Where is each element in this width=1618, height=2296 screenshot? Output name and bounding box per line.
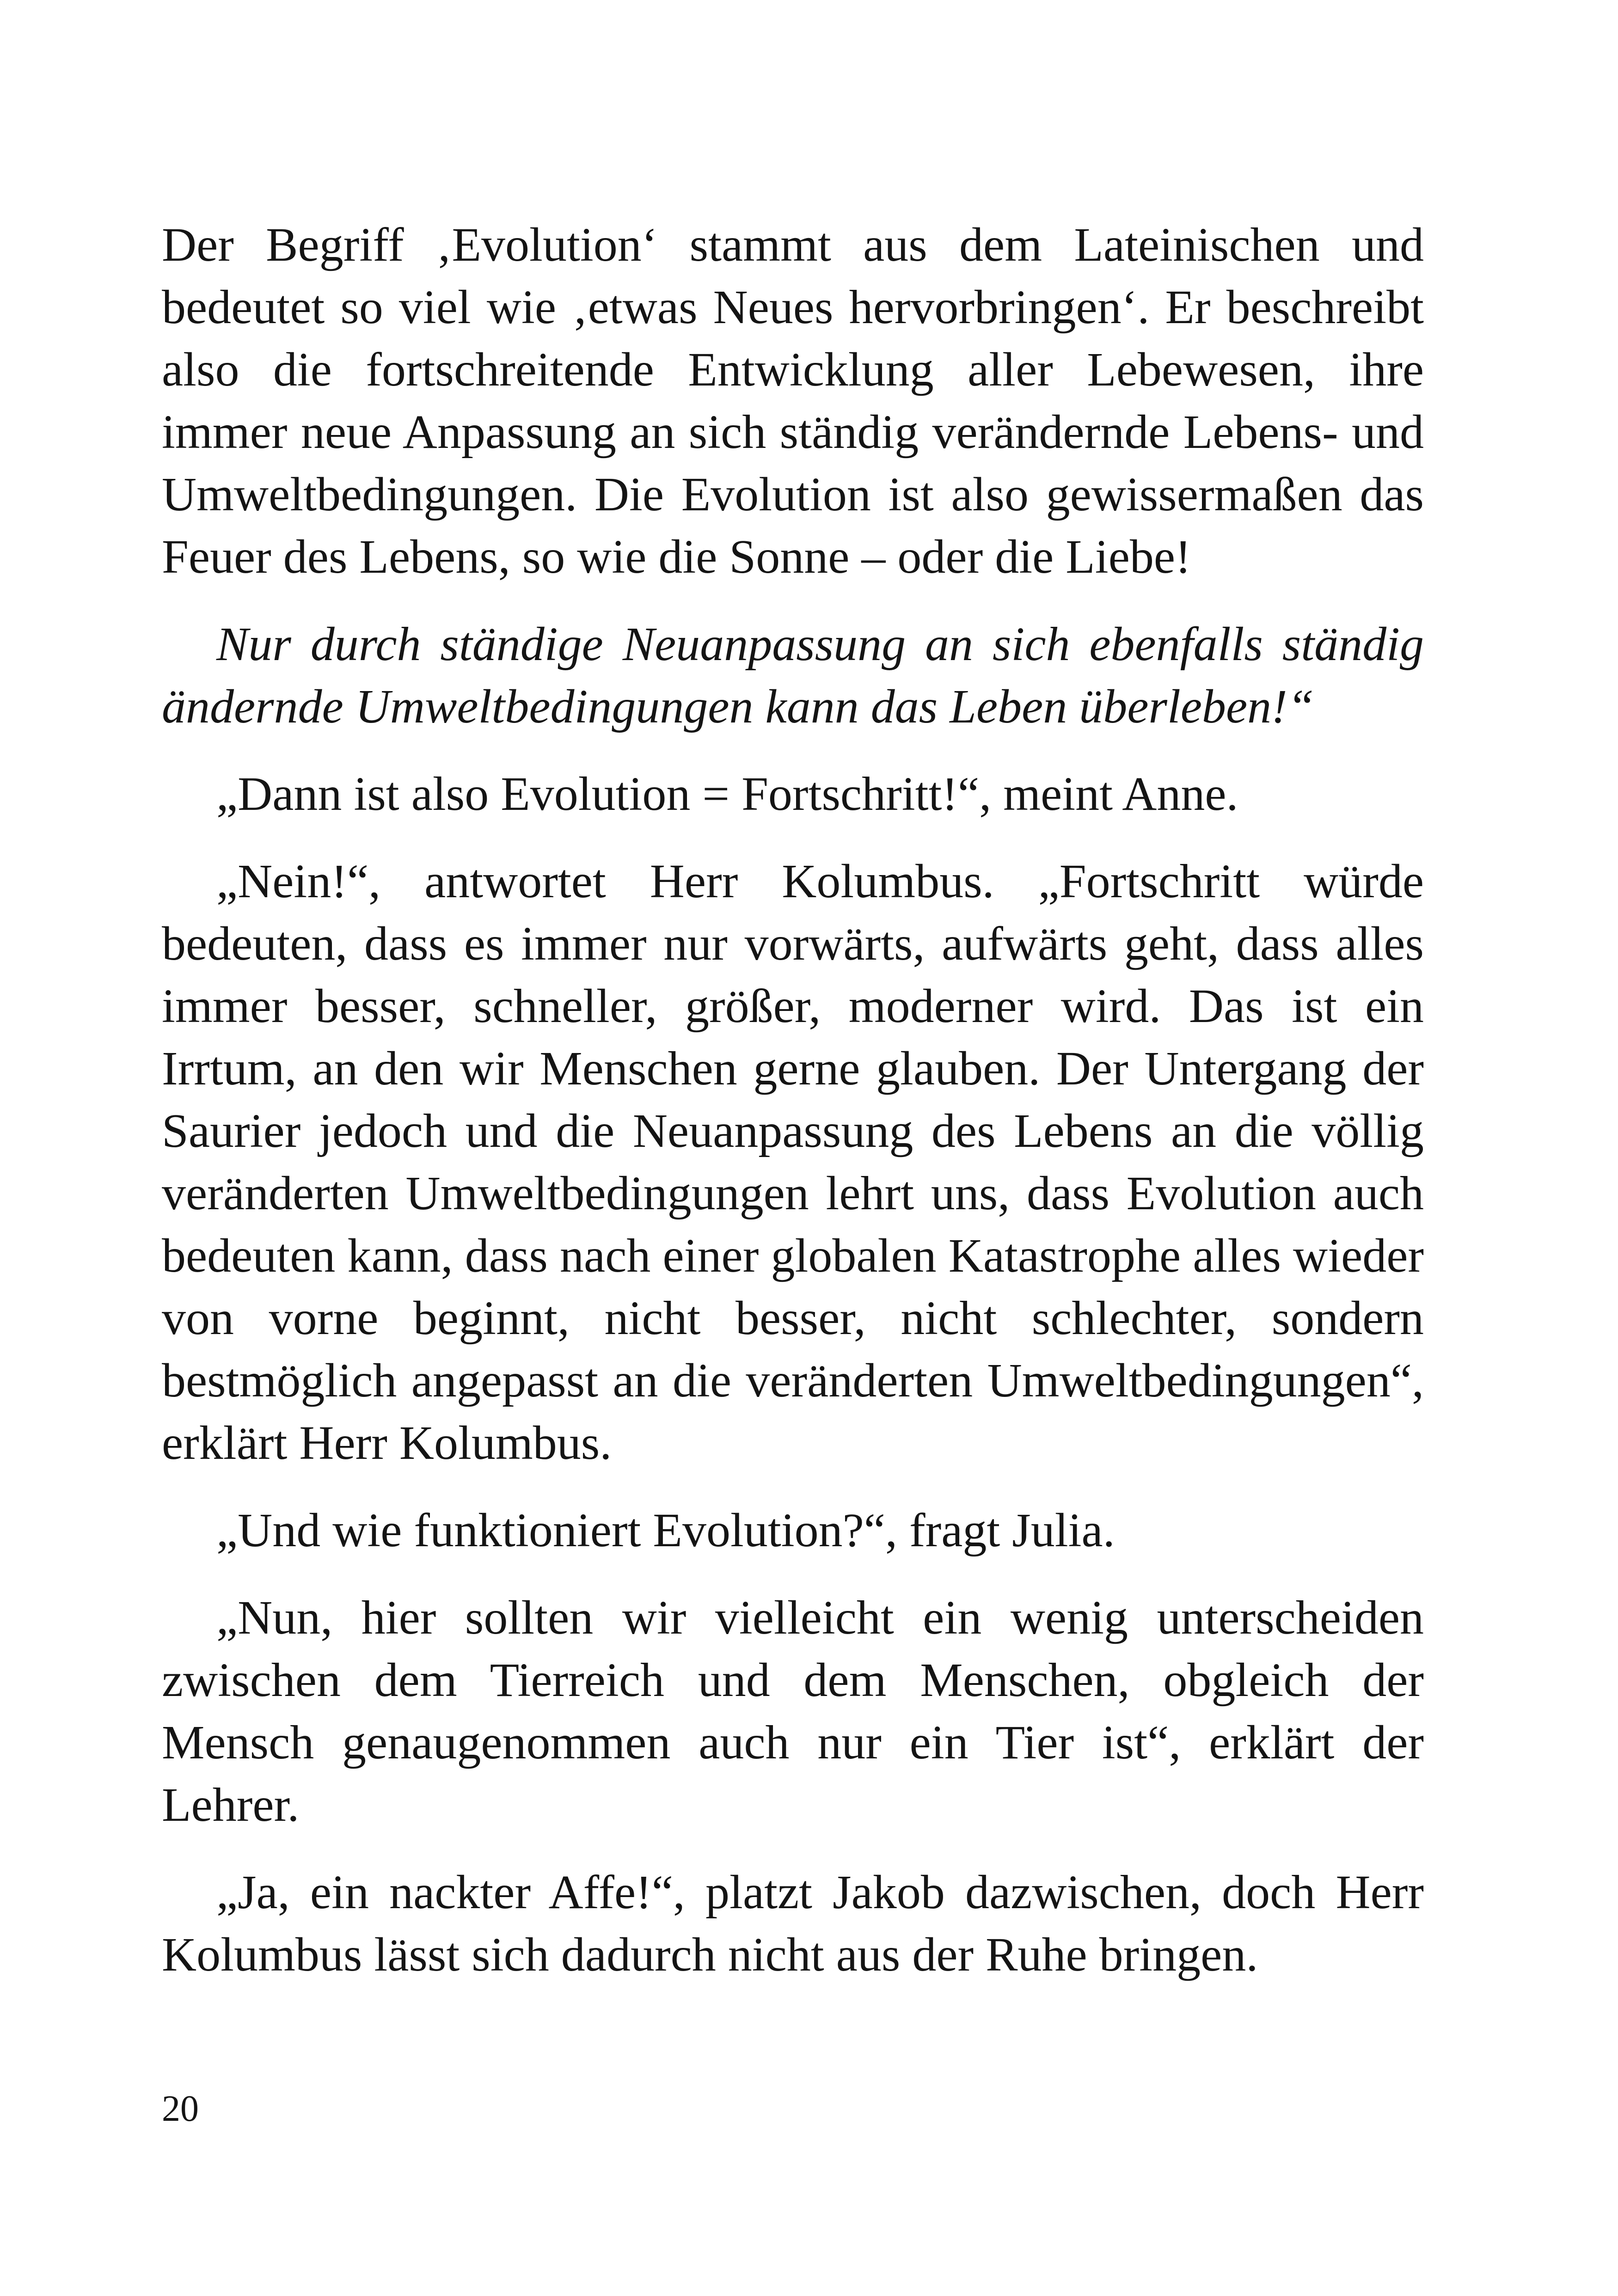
- paragraph-kolumbus-answer: „Nein!“, antwortet Herr Kolumbus. „Fortschritt würde bedeuten, dass es immer nur vorwärts, aufwärts geht, dass alles immer besser, schneller, größer, moderner wird. Das ist ein Irrtum, an den wir Menschen gerne glauben. Der Untergang der Saurier jedoch und die Neuanpassung des Lebens an die völlig veränderten Umweltbedingungen lehrt uns, dass Evolution auch bedeuten kann, dass nach einer globalen Katastrophe alles wieder von vorne beginnt, nicht besser, nicht schlechter, sondern bestmöglich angepasst an die veränderten Umweltbedingungen“, erklärt Herr Kolumbus.: [162, 855, 1424, 1469]
- paragraph-julia: „Und wie funktioniert Evolution?“, fragt Julia.: [216, 1504, 1115, 1557]
- page-number: 20: [162, 2088, 199, 2129]
- body-text: [162, 214, 1424, 2011]
- paragraph-evolution-definition: Der Begriff ‚Evolution‘ stammt aus dem Lateinischen und bedeutet so viel wie ‚etwas Neues hervorbringen‘. Er beschreibt also die fortschreitende Entwicklung aller Lebewesen, ihre immer neue Anpassung an sich ständig verändernde Lebens- und Umweltbedingungen. Die Evolution ist also gewissermaßen das Feuer des Lebens, so wie die Sonne – oder die Liebe!: [162, 218, 1424, 583]
- paragraph-teacher: „Nun, hier sollten wir vielleicht ein wenig unterscheiden zwischen dem Tierreich und dem Menschen, obgleich der Mensch genaugenommen auch nur ein Tier ist“, erklärt der Lehrer.: [162, 1591, 1424, 1831]
- paragraph-italic-quote: Nur durch ständige Neuanpassung an sich ebenfalls ständig ändernde Umweltbedingungen kann das Leben überleben!“: [162, 618, 1424, 733]
- paragraph-anne: „Dann ist also Evolution = Fortschritt!“, meint Anne.: [216, 767, 1238, 820]
- paragraph-jakob: „Ja, ein nackter Affe!“, platzt Jakob dazwischen, doch Herr Kolumbus lässt sich dadurch nicht aus der Ruhe bringen.: [162, 1866, 1424, 1981]
